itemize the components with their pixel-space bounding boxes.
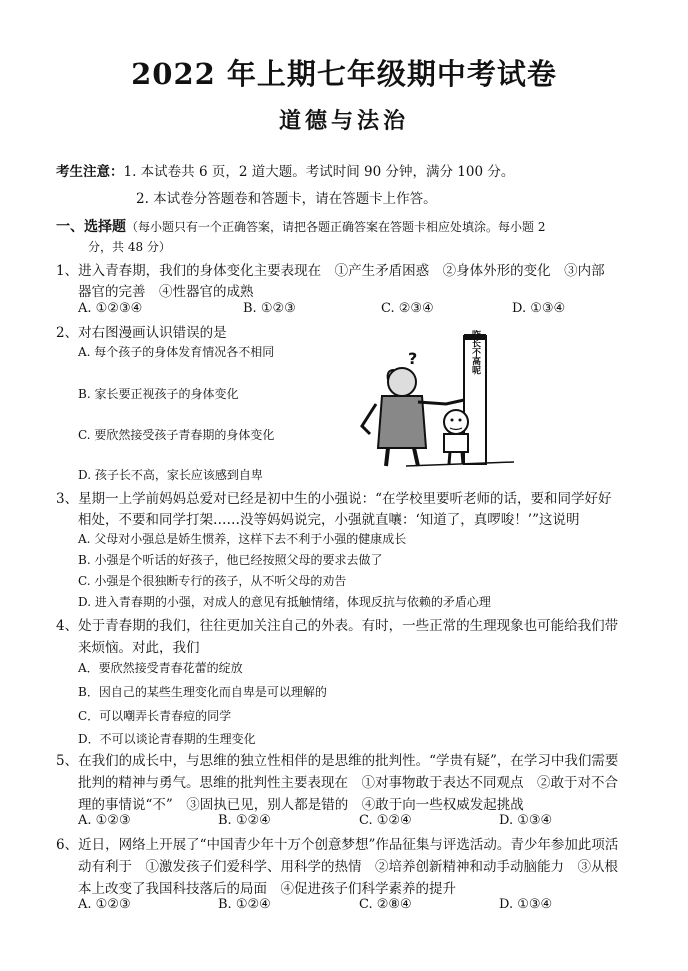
q6-option-a[interactable]: A. ①②③ [78, 897, 131, 912]
exam-title: 2022 年上期七年级期中考试卷 [131, 57, 557, 91]
adult-body [378, 396, 426, 448]
subject-title: 道德与法治 [278, 108, 409, 134]
q2-option-b[interactable]: B. 家长要正视孩子的身体变化 [78, 387, 239, 401]
section-title: 一、选择题 [56, 219, 126, 235]
q3-option-c[interactable]: C. 小强是个很独断专行的孩子，从不听父母的劝告 [78, 574, 347, 588]
q4-option-c[interactable]: C．可以嘲弄长青春痘的同学 [78, 709, 232, 723]
q5-option-b[interactable]: B. ①②④ [218, 813, 271, 828]
q3-option-a[interactable]: A. 父母对小强总是娇生惯养，这样下去不利于小强的健康成长 [78, 532, 407, 546]
q1-option-b[interactable]: B. ①②③ [243, 301, 296, 316]
q5-stem-3: 理的事情说“不” ③固执已见，别人都是错的 ④敢于向一些权威发起挑战 [78, 797, 524, 813]
q2-option-c[interactable]: C. 要欣然接受孩子青春期的身体变化 [78, 428, 275, 442]
child-body [444, 434, 468, 452]
child-head [444, 410, 468, 434]
q4-option-a[interactable]: A．要欣然接受青春花蕾的绽放 [78, 661, 243, 675]
q3-stem-1: 3、星期一上学前妈妈总爱对已经是初中生的小强说：“在学校里要听老师的话，要和同学好好 [56, 491, 612, 507]
q2-stem: 2、对右图漫画认识错误的是 [56, 325, 227, 341]
q2-option-a[interactable]: A. 每个孩子的身体发育情况各不相同 [78, 345, 275, 359]
q5-stem-1: 5、在我们的成长中，与思维的独立性相伴的是思维的批判性。“学贵有疑”，在学习中我们需要 [56, 753, 619, 769]
notice-line-2: 2. 本试卷分答题卷和答题卡，请在答题卡上作答。 [136, 191, 437, 207]
q4-option-b[interactable]: B．因自己的某些生理变化而自卑是可以理解的 [78, 685, 327, 699]
q6-option-c[interactable]: C. ②⑧④ [359, 897, 412, 912]
q6-option-d[interactable]: D. ①③④ [499, 897, 553, 912]
q2-option-d[interactable]: D. 孩子长不高，家长应该感到自卑 [78, 468, 263, 482]
q3-option-b[interactable]: B. 小强是个听话的好孩子，他已经按照父母的要求去做了 [78, 553, 383, 567]
notice-text-1: 1. 本试卷共 6 页，2 道大题。考试时间 90 分钟，满分 100 分。 [123, 164, 515, 180]
q6-stem-2: 动有利于 ①激发孩子们爱科学、用科学的热情 ②培养创新精神和动手动脑能力 ③从根 [78, 859, 618, 875]
q1-stem-2: 器官的完善 ④性器官的成熟 [78, 284, 254, 300]
q1-option-c[interactable]: C. ②③④ [381, 301, 434, 316]
q1-stem-1: 1、进入青春期，我们的身体变化主要表现在 ①产生矛盾困惑 ②身体外形的变化 ③内部 [56, 263, 605, 279]
q5-option-a[interactable]: A. ①②③ [78, 813, 131, 828]
q5-option-d[interactable]: D. ①③④ [499, 813, 553, 828]
q4-stem-1: 4、处于青春期的我们，往往更加关注自己的外表。有时，一些正常的生理现象也可能给我们带 [56, 618, 619, 634]
adult-arm [418, 400, 464, 404]
q1-option-a[interactable]: A. ①②③④ [78, 301, 143, 316]
notice-label: 考生注意： [56, 164, 124, 180]
q1-option-d[interactable]: D. ①③④ [512, 301, 566, 316]
q5-option-c[interactable]: C. ①②④ [359, 813, 412, 828]
post-sign-text: 咋长不高呢 [470, 330, 480, 375]
q6-stem-3: 本上改变了我国科技落后的局面 ④促进孩子们科学素养的提升 [78, 881, 456, 897]
section-desc-2: 分，共 48 分） [88, 240, 171, 254]
q5-stem-2: 批判的精神与勇气。思维的批判性主要表现在 ①对事物敢于表达不同观点 ②敢于对不合 [78, 775, 618, 791]
q6-stem-1: 6、近日，网络上开展了“中国青少年十万个创意梦想”作品征集与评选活动。青少年参加此项活 [56, 837, 619, 853]
section-heading [56, 216, 545, 236]
adult-head [388, 368, 416, 396]
q4-option-d[interactable]: D．不可以谈论青春期的生理变化 [78, 732, 256, 746]
notice-line-1 [56, 160, 514, 180]
q4-stem-2: 来烦恼。对此，我们 [78, 640, 200, 656]
q6-option-b[interactable]: B. ①②④ [218, 897, 271, 912]
q3-stem-2: 相处，不要和同学打架……没等妈妈说完，小强就直嚷：‘知道了，真啰唆！’”这说明 [78, 512, 580, 528]
question-mark: ? [408, 349, 418, 368]
q3-option-d[interactable]: D. 进入青春期的小强，对成人的意见有抵触情绪，体现反抗与依赖的矛盾心理 [78, 595, 491, 609]
section-desc-1: （每小题只有一个正确答案，请把各题正确答案在答题卡相应处填涂。每小题 2 [126, 220, 546, 234]
cartoon-image [346, 330, 516, 470]
